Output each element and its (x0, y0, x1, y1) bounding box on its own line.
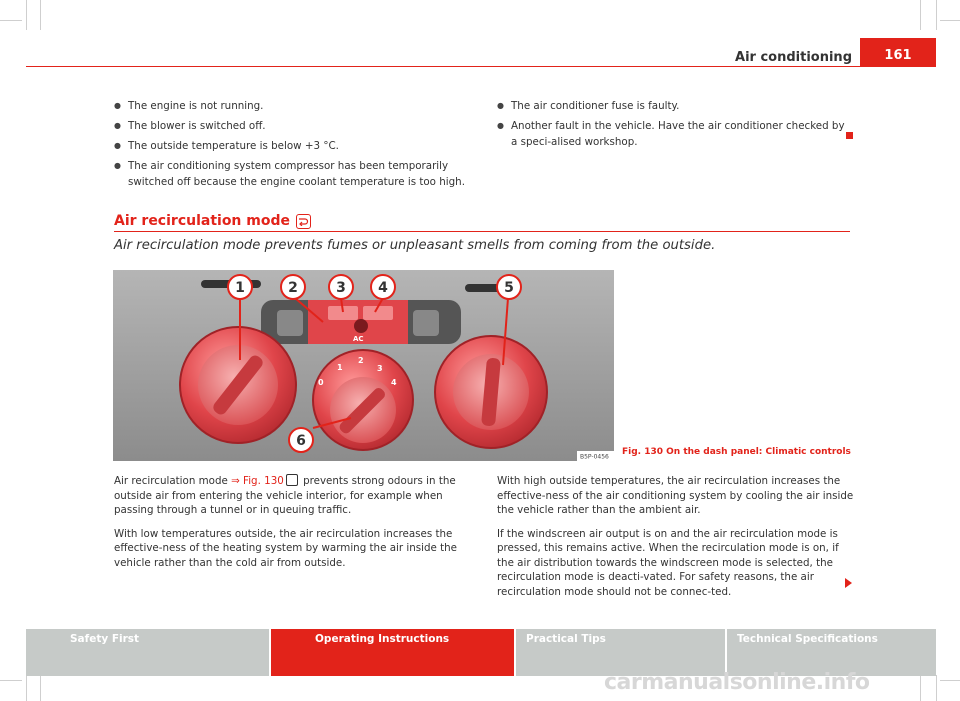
paragraph (114, 474, 470, 518)
list-item: ● The air conditioning system compressor has been temporarily switched off because the engine coolant temperature is too high. (114, 158, 469, 190)
section-rule (114, 231, 850, 232)
dial-number: 1 (337, 363, 343, 372)
page-header-title: Air conditioning (735, 50, 852, 65)
crop-mark (0, 20, 22, 21)
paragraph-text: prevents strong odours in the outside air from entering the vehicle interior, for example when passing through a tunnel or in queuing traffic. (114, 475, 456, 516)
footer-tab-practical-tips[interactable]: Practical Tips (516, 629, 725, 676)
dial-number: 0 (318, 378, 324, 387)
section-title-text: Air recirculation mode (114, 213, 290, 229)
callout-number: 6 (296, 433, 306, 449)
crop-mark (936, 0, 937, 30)
crop-mark (920, 675, 921, 701)
footer-tab-technical-specifications[interactable]: Technical Specifications (727, 629, 936, 676)
figure-code: B5P-0456 (580, 453, 609, 461)
ac-label: AC (353, 335, 364, 343)
crop-mark (40, 0, 41, 30)
body-column-right (497, 474, 857, 608)
watermark: carmanualsonline.info (604, 670, 870, 695)
list-item: ● Another fault in the vehicle. Have the air conditioner checked by a speci-alised workshop. (497, 118, 852, 150)
list-item: ● The blower is switched off. (114, 118, 469, 134)
figure-reference-link[interactable]: ⇒ Fig. 130 (231, 475, 284, 487)
crop-mark (940, 20, 960, 21)
callout-number: 4 (378, 280, 388, 296)
paragraph: With low temperatures outside, the air recirculation increases the effective-ness of the heating system by warming the air inside the vehicle rather than the cold air from outside. (114, 527, 458, 569)
paragraph: With high outside temperatures, the air recirculation increases the effective-ness of the air conditioning system by cooling the air inside the vehicle rather than the ambient air. (497, 475, 854, 516)
footer-nav (26, 629, 936, 676)
callout-number: 5 (504, 280, 514, 296)
section-title (114, 213, 311, 229)
footer-tab-safety-first[interactable]: Safety First (26, 629, 269, 676)
footer-tab-operating-instructions[interactable]: Operating Instructions (271, 629, 514, 676)
climate-controls-figure (113, 270, 614, 461)
recirculation-icon (296, 214, 311, 229)
list-item: ● The outside temperature is below +3 °C. (114, 138, 469, 154)
list-item: ● The air conditioner fuse is faulty. (497, 98, 852, 114)
header-rule (26, 66, 936, 67)
end-of-section-mark (846, 132, 853, 139)
dial-number: 4 (391, 378, 397, 387)
list-item: ● The engine is not running. (114, 98, 469, 114)
continue-arrow-icon (845, 578, 852, 588)
crop-mark (26, 675, 27, 701)
left-bullet-list (114, 98, 469, 194)
paragraph-text: Air recirculation mode (114, 475, 232, 487)
right-bullet-list (497, 98, 852, 154)
callout-number: 1 (235, 280, 245, 296)
climate-controls-illustration (113, 270, 614, 461)
crop-mark (920, 0, 921, 30)
dial-number: 3 (377, 364, 383, 373)
dial-number: 2 (358, 356, 364, 365)
figure-caption: Fig. 130 On the dash panel: Climatic controls (622, 447, 851, 457)
page-number: 161 (860, 38, 936, 67)
body-column-left (114, 474, 470, 579)
crop-mark (940, 680, 960, 681)
recirculation-icon (286, 474, 298, 486)
crop-mark (0, 680, 22, 681)
paragraph: If the windscreen air output is on and the air recirculation mode is pressed, this remains active. When the recirculation mode is on, if the air distribution towards the windscreen mode is selected, the recirculation mode is deacti-vated. For safety reasons, the air recirculation mode should not be connec-ted. (497, 527, 839, 598)
callout-number: 3 (336, 280, 346, 296)
crop-mark (40, 675, 41, 701)
callout-number: 2 (288, 280, 298, 296)
crop-mark (26, 0, 27, 30)
section-subtitle: Air recirculation mode prevents fumes or unpleasant smells from coming from the outside. (114, 238, 716, 253)
crop-mark (936, 675, 937, 701)
